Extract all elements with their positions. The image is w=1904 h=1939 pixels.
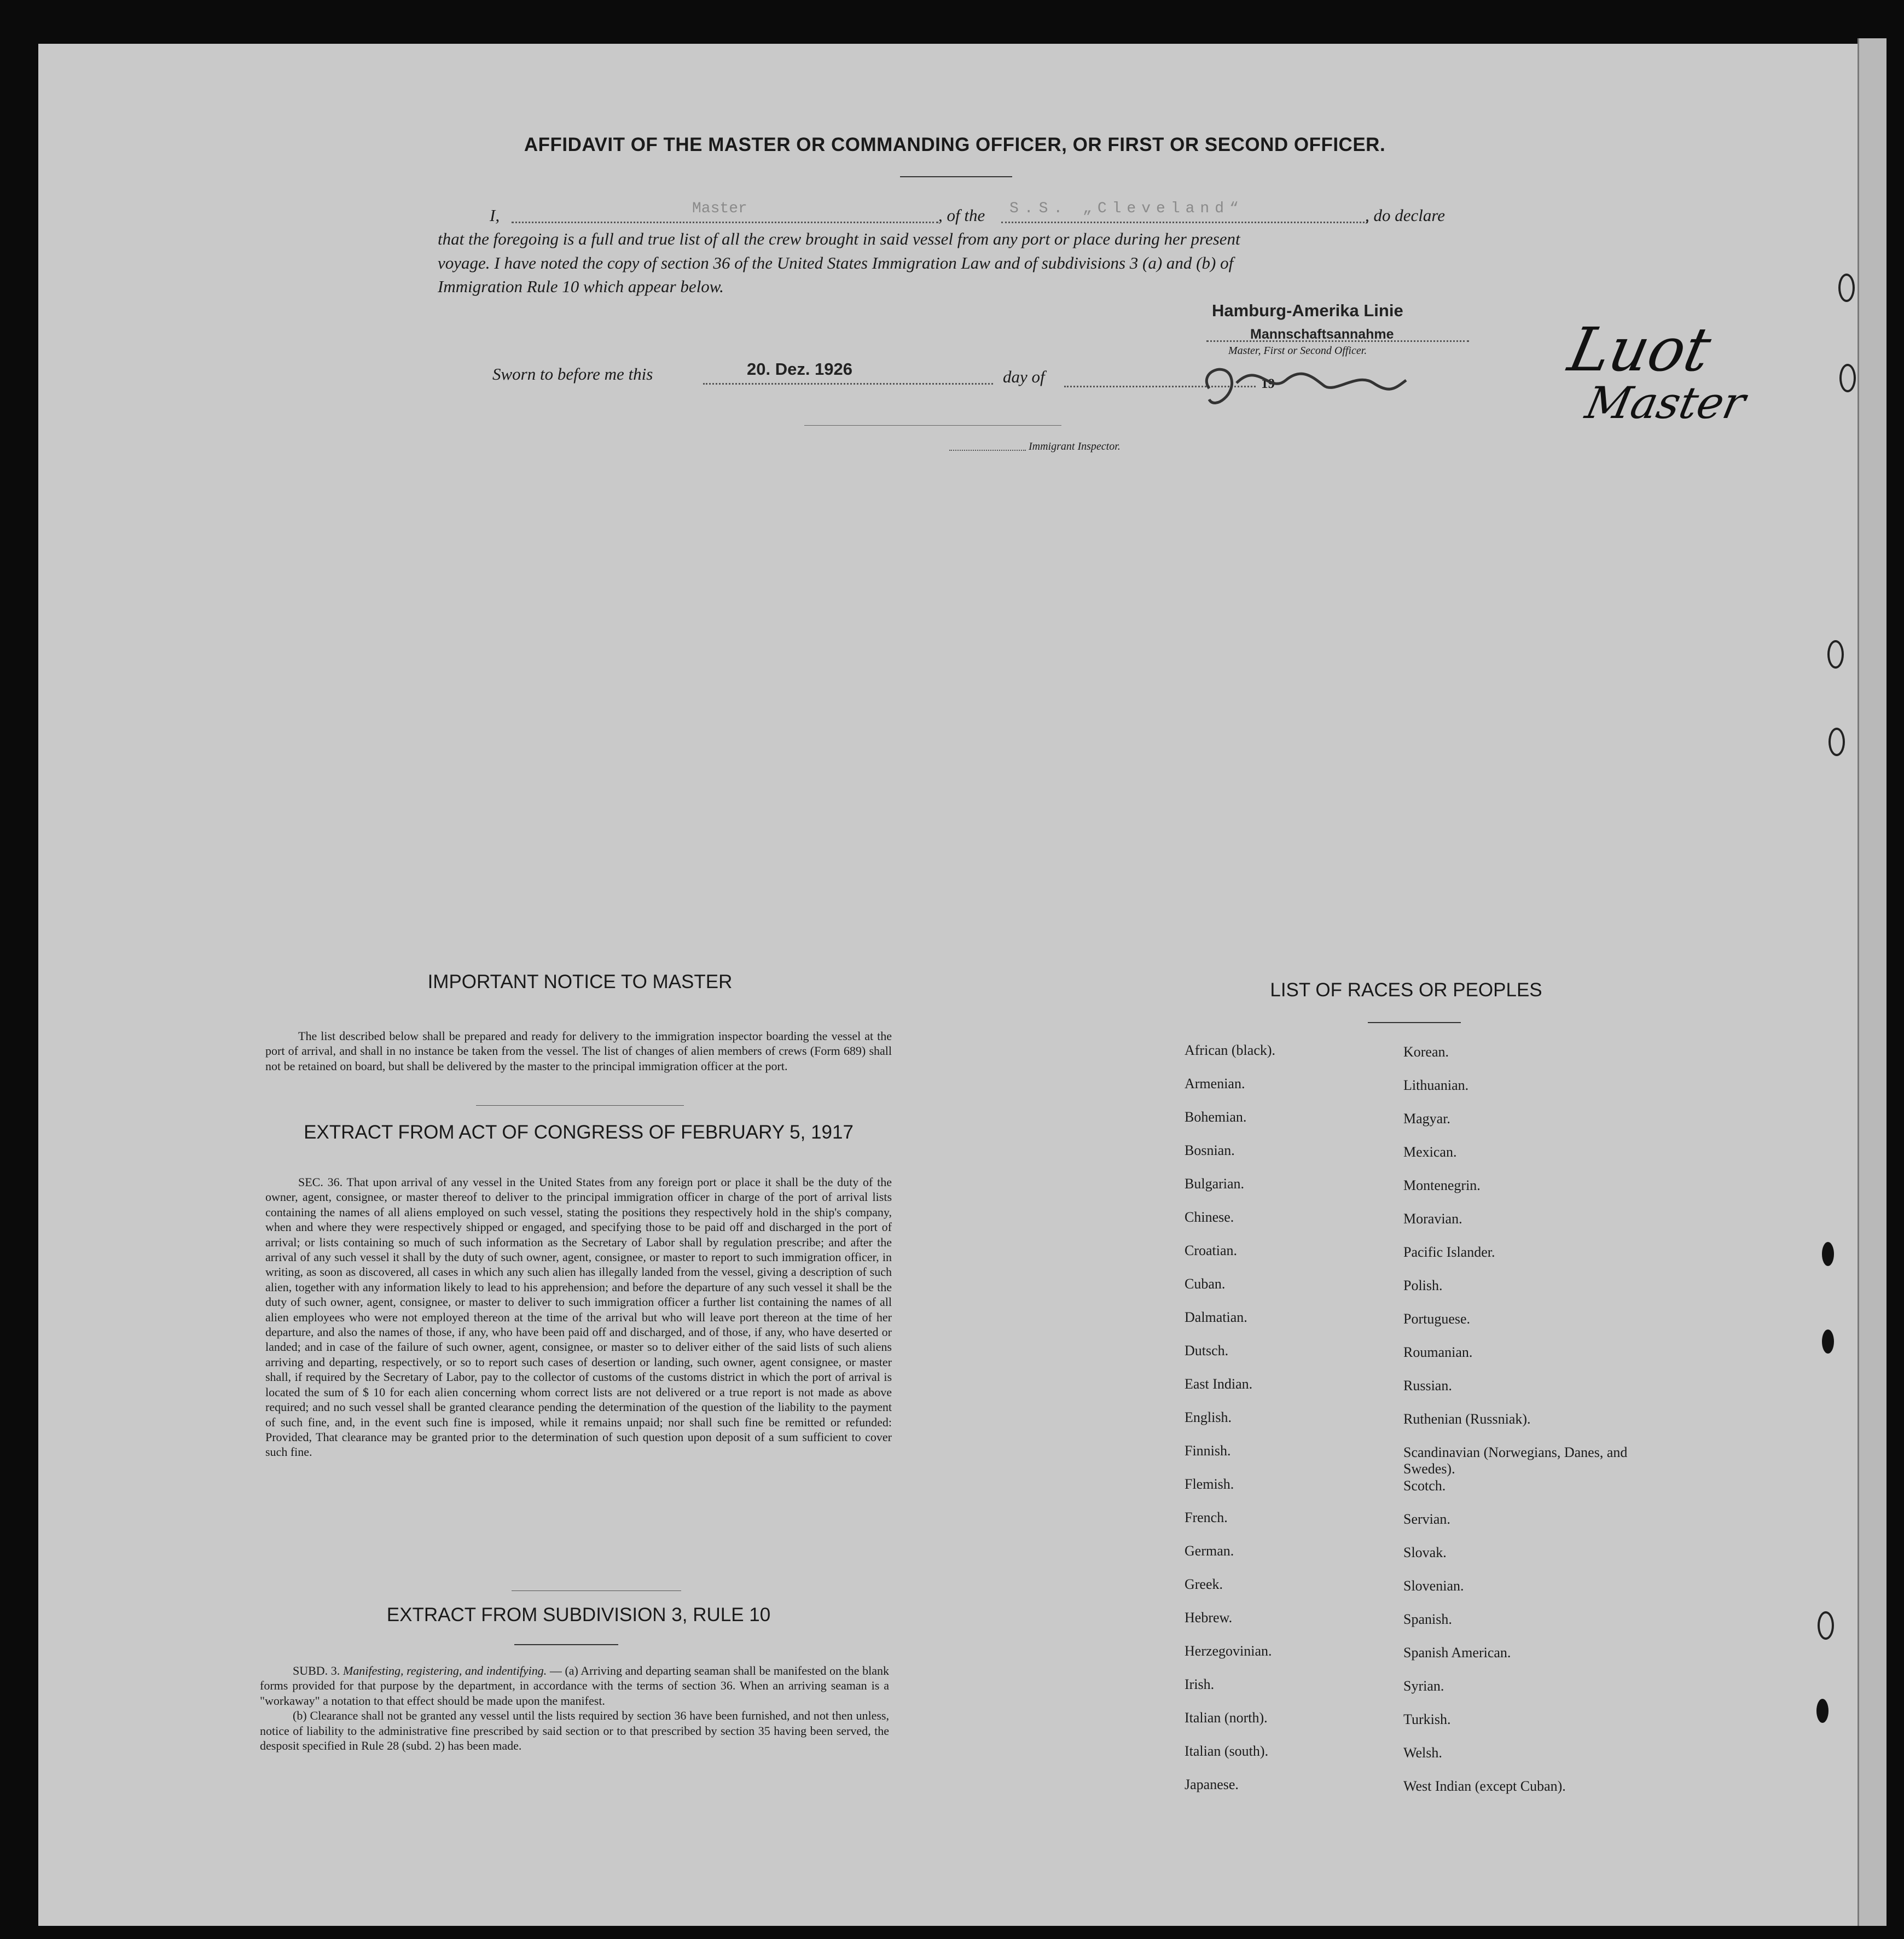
inspector-caption: Immigrant Inspector. bbox=[1029, 440, 1121, 452]
act-text: SEC. 36. That upon arrival of any vessel in the United States from any foreign port or place it shall be the duty of the owner, agent, consignee, or master thereof to deliver to the principal immigration officer in charge of the port of arrival lists containing the names of all aliens employed on such vessel, stating the positions they respectively hold in the ship's company, when and where they were respectively shipped or engaged, and specifying those to be paid off and discharged in the port of arrival; or lists containing so much of such information as the Secretary of Labor shall by regulation prescribe; and after the arrival of any such vessel it shall by the duty of such owner, agent, consignee, or master to report to such immigration officer, in writing, as soon as discovered, all cases in which any such alien has illegally landed from the vessel, giving a description of such alien, together with any information likely to lead to his apprehension; and before the departure of any such vessel it shall be the duty of such owner, agent, consignee, or master to deliver to such immigration officer a further list containing the names of all alien employees who were not employed thereon at the time of the arrival but who will leave port thereon at the time of her departure, and also the names of those, if any, who have been paid off and discharged, and of those, if any, who have deserted or landed; and in case of the failure of such owner, agent, consignee, or master so to deliver either of the said lists of such aliens arriving and departing, respectively, or so to report such cases of desertion or landing, such owner, agent consignee, or master shall, if required by the Secretary of Labor, pay to the collector of customs of the customs district in which the port of arrival is located the sum of $ 10 for each alien concerning whom correct lists are not delivered or a true report is not made as above required; and no such vessel shall be granted clearance pending the determination of the question of the liability to the payment of such fine, and, in the event such fine is imposed, while it remains unpaid; nor shall such fine be remitted or refunded: Provided, That clearance may be granted prior to the determination of such question upon deposit of a sum sufficient to cover such fine. bbox=[265, 1175, 892, 1459]
inspector-line-1 bbox=[804, 425, 1061, 426]
master-signature: Luot bbox=[1563, 315, 1717, 385]
punch-hole bbox=[1816, 1699, 1828, 1723]
race-right-item: Portuguese. bbox=[1403, 1311, 1471, 1327]
race-left-item: Flemish. bbox=[1185, 1476, 1234, 1492]
race-right-item: Ruthenian (Russniak). bbox=[1403, 1411, 1531, 1427]
race-left-item: Herzegovinian. bbox=[1185, 1643, 1272, 1659]
punch-hole bbox=[1822, 1242, 1834, 1266]
notice-body bbox=[265, 1029, 892, 1073]
declare-text: , do declare bbox=[1365, 206, 1446, 225]
stamp-line-1: Hamburg-Amerika Linie bbox=[1212, 301, 1403, 320]
rule-para-b: (b) Clearance shall not be granted any vessel until the lists required by section 36 have been furnished, and not then unless, notice of liability to the administrative fine prescribed by said section or to that prescribed by section 35 having been served, the desposit specified in Rule 28 (subd. 2) has been made. bbox=[260, 1709, 889, 1753]
races-right-column bbox=[1403, 1044, 1633, 1812]
race-left-item: German. bbox=[1185, 1543, 1234, 1559]
title-underline bbox=[900, 176, 1012, 177]
race-right-item: Polish. bbox=[1403, 1278, 1443, 1293]
declaration-prefix: I, bbox=[490, 206, 500, 225]
punch-hole bbox=[1828, 728, 1845, 756]
declaration-line-3: voyage. I have noted the copy of section 36 of the United States Immigration Law and of subdivisions 3 (a) and (b) of bbox=[438, 253, 1234, 272]
rule-para-a-italic: Manifesting, registering, and indentifying. bbox=[343, 1664, 547, 1677]
rule-body bbox=[260, 1663, 889, 1753]
race-right-item: Pacific Islander. bbox=[1403, 1244, 1495, 1260]
race-left-item: Finnish. bbox=[1185, 1443, 1231, 1459]
officer-caption: Master, First or Second Officer. bbox=[1228, 345, 1367, 357]
race-right-item: Korean. bbox=[1403, 1044, 1449, 1060]
notice-text: The list described below shall be prepared and ready for delivery to the immigration inspector boarding the vessel at the port of arrival, and shall in no instance be taken from the vessel. The list of changes of alien members of crews (Form 689) shall not be retained on board, but shall be delivered by the master to the principal immigration officer at the port. bbox=[265, 1029, 892, 1073]
officer-field: Master bbox=[692, 200, 747, 217]
rule-title: EXTRACT FROM SUBDIVISION 3, RULE 10 bbox=[386, 1604, 771, 1625]
race-right-item: Scandinavian (Norwegians, Danes, and Swedes). bbox=[1403, 1444, 1628, 1477]
races-title: LIST OF RACES OR PEOPLES bbox=[1270, 979, 1542, 1001]
notice-title: IMPORTANT NOTICE TO MASTER bbox=[427, 971, 733, 992]
race-left-item: Chinese. bbox=[1185, 1209, 1234, 1225]
sworn-date-stamp: 20. Dez. 1926 bbox=[747, 359, 853, 379]
rule-para-a bbox=[260, 1663, 889, 1708]
page-edge bbox=[1857, 38, 1886, 1926]
sworn-date-line bbox=[703, 383, 993, 385]
act-body bbox=[265, 1175, 892, 1460]
race-right-item: Slovenian. bbox=[1403, 1578, 1464, 1594]
inspector-line-2 bbox=[949, 450, 1026, 451]
race-left-item: French. bbox=[1185, 1510, 1228, 1525]
race-left-item: English. bbox=[1185, 1409, 1232, 1425]
of-the-text: , of the bbox=[938, 206, 985, 225]
punch-hole bbox=[1822, 1330, 1834, 1354]
officer-signature-graphic bbox=[1193, 350, 1412, 419]
races-left-column bbox=[1185, 1042, 1275, 1810]
race-left-item: Bulgarian. bbox=[1185, 1176, 1245, 1192]
race-right-item: Scotch. bbox=[1403, 1478, 1446, 1494]
act-title: EXTRACT FROM ACT OF CONGRESS OF FEBRUARY 5, 1917 bbox=[304, 1122, 854, 1143]
race-left-item: Japanese. bbox=[1185, 1777, 1239, 1792]
race-left-item: Armenian. bbox=[1185, 1076, 1245, 1092]
race-right-item: Spanish American. bbox=[1403, 1645, 1511, 1661]
race-right-item: Moravian. bbox=[1403, 1211, 1462, 1227]
day-of-text: day of bbox=[1003, 367, 1045, 386]
vessel-field-line bbox=[1001, 222, 1368, 223]
race-left-item: Italian (south). bbox=[1185, 1743, 1269, 1759]
race-left-item: Bohemian. bbox=[1185, 1109, 1247, 1125]
race-right-item: Montenegrin. bbox=[1403, 1177, 1481, 1193]
race-right-item: Slovak. bbox=[1403, 1545, 1447, 1560]
race-left-item: Hebrew. bbox=[1185, 1610, 1233, 1625]
race-right-item: Mexican. bbox=[1403, 1144, 1457, 1160]
notice-divider bbox=[476, 1105, 684, 1106]
race-right-item: Lithuanian. bbox=[1403, 1077, 1469, 1093]
affidavit-title: AFFIDAVIT OF THE MASTER OR COMMANDING OFFICER, OR FIRST OR SECOND OFFICER. bbox=[524, 134, 1386, 155]
race-right-item: Magyar. bbox=[1403, 1111, 1450, 1127]
race-right-item: Servian. bbox=[1403, 1511, 1450, 1527]
race-left-item: Dalmatian. bbox=[1185, 1309, 1247, 1325]
race-left-item: Croatian. bbox=[1185, 1243, 1238, 1258]
race-right-item: West Indian (except Cuban). bbox=[1403, 1778, 1566, 1794]
race-left-item: Greek. bbox=[1185, 1576, 1223, 1592]
punch-hole bbox=[1839, 364, 1856, 392]
race-left-item: African (black). bbox=[1185, 1042, 1276, 1058]
year-prefix: 19 bbox=[1261, 376, 1275, 391]
race-left-item: Dutsch. bbox=[1185, 1343, 1229, 1359]
declaration-line-2: that the foregoing is a full and true list of all the crew brought in said vessel from any port or place during her present bbox=[438, 229, 1240, 248]
race-right-item: Welsh. bbox=[1403, 1745, 1442, 1761]
race-left-item: Irish. bbox=[1185, 1676, 1215, 1692]
race-right-item: Russian. bbox=[1403, 1378, 1452, 1394]
races-title-underline bbox=[1368, 1022, 1461, 1023]
race-left-item: East Indian. bbox=[1185, 1376, 1253, 1392]
vessel-field: S.S. „Cleveland“ bbox=[1009, 200, 1244, 217]
rule-para-a-text: — (a) Arriving and departing seaman shall be manifested on the blank forms provided for that purpose by the department, in accordance with the terms of section 36. When an arriving seaman is a "workaway" a notation to that effect should be made upon the manifest. bbox=[260, 1664, 889, 1708]
race-left-item: Italian (north). bbox=[1185, 1710, 1268, 1726]
master-handwritten: Master bbox=[1581, 378, 1750, 428]
stamp-line-2: Mannschaftsannahme bbox=[1250, 327, 1394, 342]
race-right-item: Turkish. bbox=[1403, 1711, 1451, 1727]
rule-title-underline bbox=[514, 1644, 618, 1645]
officer-field-line bbox=[512, 222, 938, 223]
punch-hole bbox=[1827, 640, 1844, 669]
act-divider bbox=[512, 1590, 681, 1591]
race-left-item: Bosnian. bbox=[1185, 1142, 1235, 1158]
race-right-item: Spanish. bbox=[1403, 1611, 1452, 1627]
punch-hole bbox=[1838, 274, 1855, 302]
sworn-prefix: Sworn to before me this bbox=[492, 364, 653, 384]
race-right-item: Syrian. bbox=[1403, 1678, 1444, 1694]
rule-para-a-label: SUBD. 3. bbox=[293, 1664, 340, 1677]
race-left-item: Cuban. bbox=[1185, 1276, 1226, 1292]
race-right-item: Roumanian. bbox=[1403, 1344, 1473, 1360]
declaration-line-4: Immigration Rule 10 which appear below. bbox=[438, 277, 724, 296]
punch-hole bbox=[1818, 1611, 1834, 1640]
